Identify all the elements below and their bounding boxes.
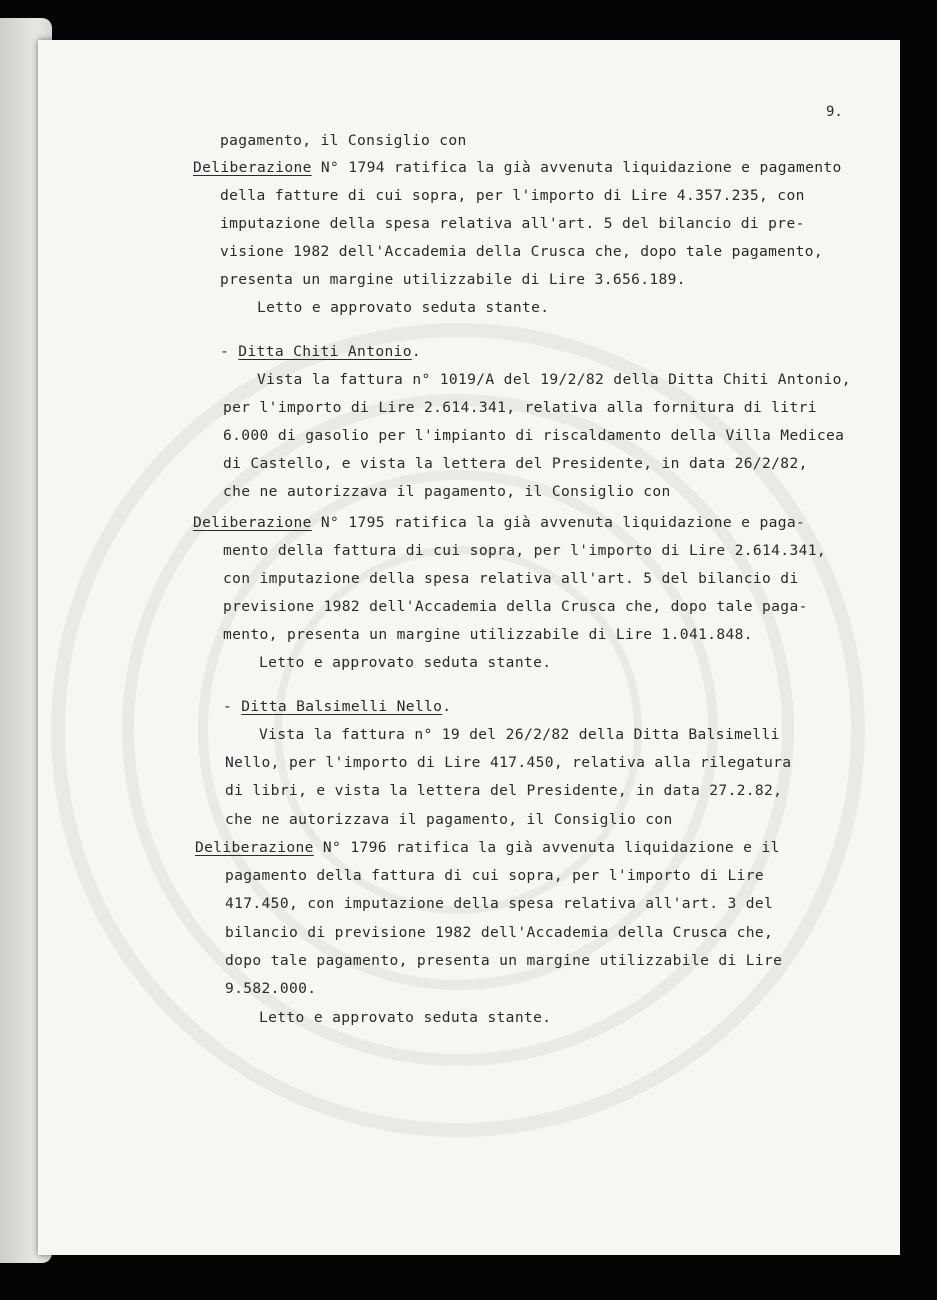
text-line: 6.000 di gasolio per l'impianto di riscaldamento della Villa Medicea	[223, 427, 845, 444]
text-line	[195, 839, 780, 857]
text-line: che ne autorizzava il pagamento, il Consiglio con	[223, 483, 671, 500]
text-line: mento, presenta un margine utilizzabile di Lire 1.041.848.	[223, 626, 753, 643]
text-line: 417.450, con imputazione della spesa relativa all'art. 3 del	[225, 895, 774, 912]
text-line: mento della fattura di cui sopra, per l'importo di Lire 2.614.341,	[223, 542, 826, 559]
text-line: per l'importo di Lire 2.614.341, relativa alla fornitura di litri	[223, 399, 817, 416]
text-line: Vista la fattura n° 1019/A del 19/2/82 della Ditta Chiti Antonio,	[257, 371, 851, 388]
text-line: previsione 1982 dell'Accademia della Crusca che, dopo tale paga-	[223, 598, 808, 615]
text-line: di Castello, e vista la lettera del Presidente, in data 26/2/82,	[223, 455, 808, 472]
text-fragment: N° 1796 ratifica la già avvenuta liquidazione e il	[313, 839, 780, 856]
text-line: 9.582.000.	[225, 980, 317, 997]
text-line: Letto e approvato seduta stante.	[259, 654, 552, 671]
text-line: con imputazione della spesa relativa all'art. 5 del bilancio di	[223, 570, 799, 587]
text-fragment: .	[442, 698, 452, 715]
text-line: dopo tale pagamento, presenta un margine utilizzabile di Lire	[225, 952, 783, 969]
text-line: visione 1982 dell'Accademia della Crusca che, dopo tale pagamento,	[220, 243, 823, 260]
company-name: Ditta Chiti Antonio	[238, 343, 412, 360]
text-line: Letto e approvato seduta stante.	[259, 1009, 552, 1026]
text-line: Letto e approvato seduta stante.	[257, 299, 550, 316]
deliberazione-label: Deliberazione	[193, 514, 312, 531]
text-line: che ne autorizzava il pagamento, il Consiglio con	[225, 811, 673, 828]
text-line: pagamento della fattura di cui sopra, per l'importo di Lire	[225, 867, 765, 884]
text-line: bilancio di previsione 1982 dell'Accademia della Crusca che,	[225, 924, 774, 941]
text-line	[193, 514, 805, 532]
deliberazione-label: Deliberazione	[195, 839, 314, 856]
text-line: pagamento, il Consiglio con	[220, 132, 467, 149]
text-fragment: N° 1795 ratifica la già avvenuta liquidazione e paga-	[311, 514, 806, 531]
deliberazione-label: Deliberazione	[193, 159, 312, 176]
text-line	[193, 159, 842, 177]
text-line: della fatture di cui sopra, per l'importo di Lire 4.357.235, con	[220, 187, 805, 204]
section-heading	[220, 343, 421, 361]
text-fragment: .	[411, 343, 422, 360]
text-fragment: -	[220, 343, 239, 360]
text-line: imputazione della spesa relativa all'art. 5 del bilancio di pre-	[220, 215, 805, 232]
text-line: di libri, e vista la lettera del Presidente, in data 27.2.82,	[225, 782, 783, 799]
section-heading	[223, 698, 451, 716]
text-line: Nello, per l'importo di Lire 417.450, relativa alla rilegatura	[225, 754, 792, 771]
text-fragment: -	[223, 698, 242, 715]
document-page	[38, 40, 900, 1255]
page-number: 9.	[826, 104, 843, 120]
text-line: Vista la fattura n° 19 del 26/2/82 della Ditta Balsimelli	[259, 726, 780, 743]
company-name: Ditta Balsimelli Nello	[241, 698, 443, 715]
text-line: presenta un margine utilizzabile di Lire 3.656.189.	[220, 271, 686, 288]
text-fragment: N° 1794 ratifica la già avvenuta liquidazione e pagamento	[311, 159, 842, 176]
